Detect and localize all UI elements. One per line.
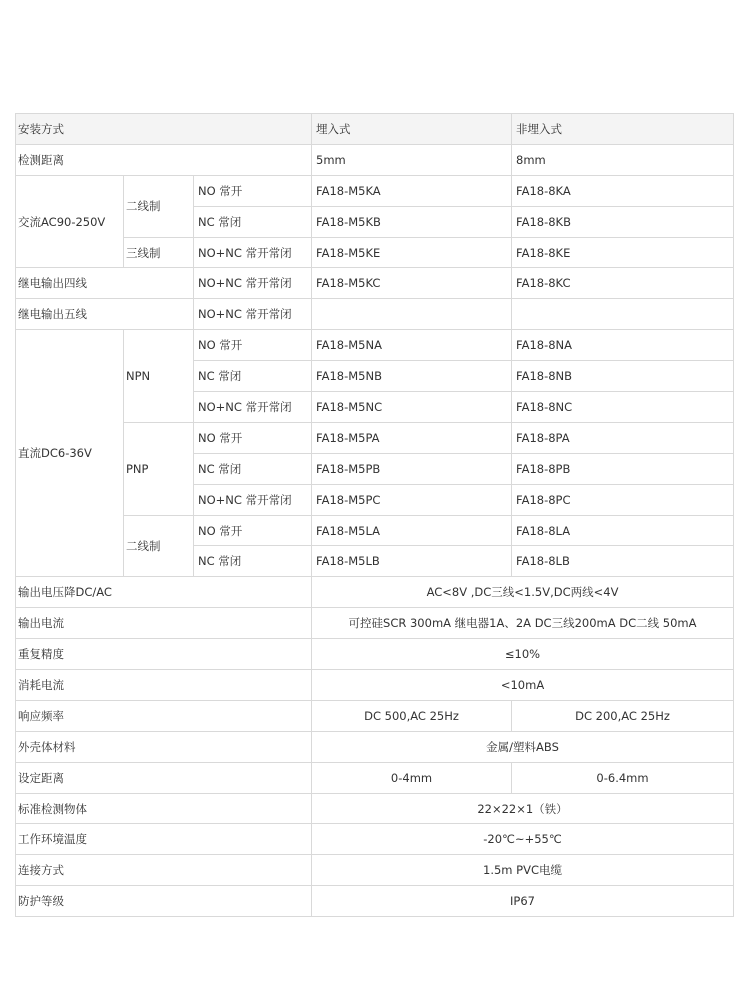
cell-embedded: FA18-M5NB [312,361,512,392]
row-label: 设定距离 [16,762,312,793]
cell-value: ≤10% [312,639,734,670]
header-embedded: 埋入式 [312,114,512,145]
cell-embedded: 0-4mm [312,762,512,793]
cell-embedded: FA18-M5KA [312,175,512,206]
cell-non-embedded: FA18-8LB [512,546,734,577]
wiring-label: PNP [124,422,194,515]
cell-value: 金属/塑料ABS [312,731,734,762]
row-label: 检测距离 [16,144,312,175]
table-row [16,175,734,206]
row-label: 消耗电流 [16,670,312,701]
cell-value: 1.5m PVC电缆 [312,855,734,886]
table-row [16,824,734,855]
cell-non-embedded: 8mm [512,144,734,175]
wiring-label: 二线制 [124,175,194,237]
header-install: 安装方式 [16,114,312,145]
spec-table [15,113,734,917]
cell-embedded: FA18-M5LA [312,515,512,546]
output-type: NO 常开 [194,330,312,361]
output-type: NO 常开 [194,515,312,546]
output-type: NC 常闭 [194,361,312,392]
cell-embedded: FA18-M5KC [312,268,512,299]
table-row [16,515,734,546]
cell-embedded: FA18-M5KE [312,237,512,268]
cell-non-embedded: 0-6.4mm [512,762,734,793]
row-label: 继电输出五线 [16,299,194,330]
row-label: 响应频率 [16,700,312,731]
cell-non-embedded: FA18-8KC [512,268,734,299]
output-type: NC 常闭 [194,546,312,577]
table-row [16,762,734,793]
cell-non-embedded: FA18-8LA [512,515,734,546]
row-label: 重复精度 [16,639,312,670]
cell-non-embedded: FA18-8PC [512,484,734,515]
row-label: 输出电压降DC/AC [16,577,312,608]
cell-non-embedded: FA18-8KE [512,237,734,268]
output-type: NO+NC 常开常闭 [194,268,312,299]
cell-non-embedded: FA18-8KA [512,175,734,206]
table-row [16,731,734,762]
row-label: 标准检测物体 [16,793,312,824]
cell-non-embedded: DC 200,AC 25Hz [512,700,734,731]
row-label: 工作环境温度 [16,824,312,855]
row-label: 连接方式 [16,855,312,886]
table-row [16,608,734,639]
output-type: NO+NC 常开常闭 [194,392,312,423]
cell-embedded: FA18-M5LB [312,546,512,577]
cell-value: 可控硅SCR 300mA 继电器1A、2A DC三线200mA DC二线 50mA [312,608,734,639]
cell-embedded: 5mm [312,144,512,175]
header-non-embedded: 非埋入式 [512,114,734,145]
table-row [16,577,734,608]
output-type: NO 常开 [194,175,312,206]
cell-value: <10mA [312,670,734,701]
cell-embedded: FA18-M5KB [312,206,512,237]
cell-value: 22×22×1（铁） [312,793,734,824]
cell-non-embedded: FA18-8NC [512,392,734,423]
output-type: NO 常开 [194,422,312,453]
table-row [16,268,734,299]
cell-non-embedded: FA18-8NA [512,330,734,361]
row-label: 继电输出四线 [16,268,194,299]
table-row [16,237,734,268]
cell-non-embedded [512,299,734,330]
table-row [16,299,734,330]
cell-embedded: DC 500,AC 25Hz [312,700,512,731]
output-type: NC 常闭 [194,453,312,484]
output-type: NO+NC 常开常闭 [194,237,312,268]
row-label: 交流AC90-250V [16,175,124,268]
cell-non-embedded: FA18-8KB [512,206,734,237]
cell-embedded: FA18-M5NA [312,330,512,361]
row-label: 输出电流 [16,608,312,639]
cell-embedded: FA18-M5PA [312,422,512,453]
table-row [16,886,734,917]
cell-embedded: FA18-M5PC [312,484,512,515]
cell-embedded [312,299,512,330]
cell-non-embedded: FA18-8NB [512,361,734,392]
cell-value: AC<8V ,DC三线<1.5V,DC两线<4V [312,577,734,608]
table-row [16,639,734,670]
cell-non-embedded: FA18-8PB [512,453,734,484]
row-label: 直流DC6-36V [16,330,124,577]
cell-value: -20℃~+55℃ [312,824,734,855]
cell-embedded: FA18-M5PB [312,453,512,484]
row-label: 防护等级 [16,886,312,917]
cell-embedded: FA18-M5NC [312,392,512,423]
table-row [16,855,734,886]
table-row [16,330,734,361]
wiring-label: 二线制 [124,515,194,577]
wiring-label: 三线制 [124,237,194,268]
cell-non-embedded: FA18-8PA [512,422,734,453]
table-row [16,144,734,175]
table-row [16,670,734,701]
output-type: NC 常闭 [194,206,312,237]
table-row [16,422,734,453]
cell-value: IP67 [312,886,734,917]
table-row [16,700,734,731]
header-row [16,114,734,145]
table-row [16,793,734,824]
output-type: NO+NC 常开常闭 [194,299,312,330]
row-label: 外壳体材料 [16,731,312,762]
wiring-label: NPN [124,330,194,423]
output-type: NO+NC 常开常闭 [194,484,312,515]
